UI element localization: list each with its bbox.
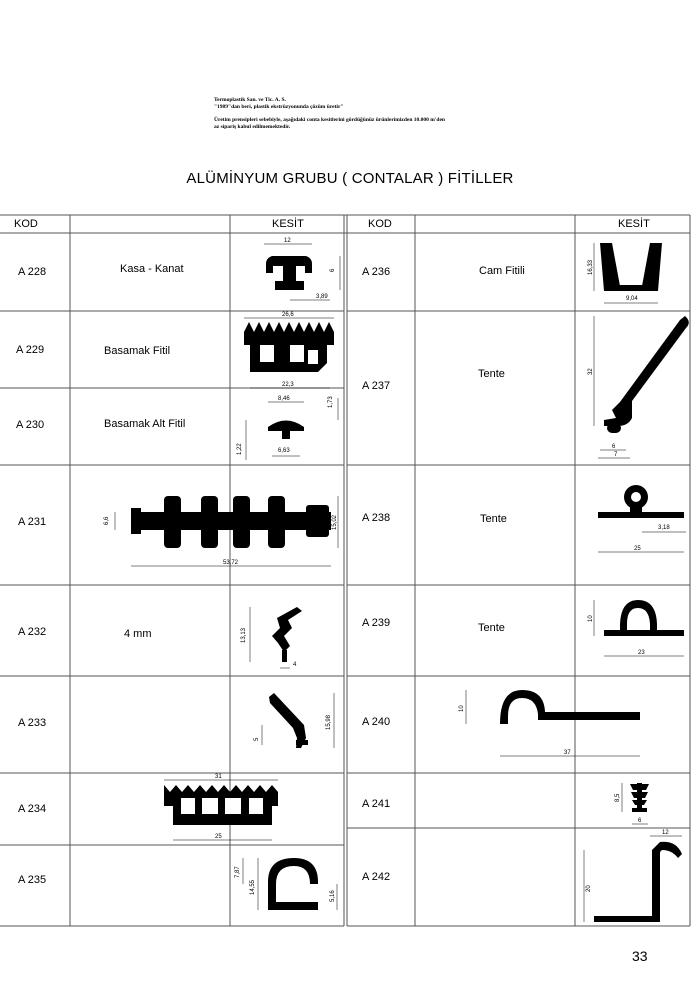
dim-label: 12 — [284, 238, 291, 244]
name-a236: Cam Fitili — [479, 265, 525, 277]
profile-a229 — [244, 322, 334, 372]
page-number: 33 — [632, 948, 648, 964]
code-a240: A 240 — [362, 716, 391, 728]
profile-a240 — [500, 690, 640, 724]
dim-label: 6,63 — [278, 448, 290, 454]
name-a229: Basamak Fitil — [104, 345, 171, 357]
company-name: Termoplastik San. ve Tic. A. S. — [214, 97, 286, 103]
dim-label: 7,87 — [235, 866, 241, 878]
dim-label: 3,18 — [658, 525, 670, 531]
profile-a236 — [600, 243, 662, 291]
kod-header: KOD — [14, 218, 38, 230]
code-a239: A 239 — [362, 617, 391, 629]
dim-label: 26,6 — [282, 312, 294, 318]
profile-a242 — [594, 842, 682, 922]
dim-label: 10 — [588, 615, 594, 622]
dim-label: 25 — [215, 834, 222, 840]
dim-label: 10 — [459, 705, 465, 712]
dim-label: 8,5 — [615, 793, 621, 802]
profile-a238 — [598, 485, 684, 518]
code-a234: A 234 — [18, 803, 47, 815]
name-a230: Basamak Alt Fitil — [104, 418, 186, 430]
profile-a228 — [266, 256, 312, 290]
dim-label: 4 — [293, 662, 297, 668]
dim-label: 13,13 — [241, 627, 247, 643]
page-title: ALÜMİNYUM GRUBU ( CONTALAR ) FİTİLLER — [186, 170, 514, 187]
code-a231: A 231 — [18, 516, 47, 528]
dim-label: 20 — [586, 885, 592, 892]
kod-header-right: KOD — [368, 218, 392, 230]
profile-a239 — [604, 600, 684, 636]
kesit-header: KESİT — [272, 218, 304, 230]
order-notice: Üretim prensipleri sebebiyle, aşağıdaki conta kesitlerini gördüğünüz ürünlerimizden 10.000 m'den — [214, 117, 445, 123]
dim-label: 1,73 — [328, 396, 334, 408]
profile-a241 — [630, 783, 649, 812]
profile-a230 — [268, 421, 304, 440]
name-a237: Tente — [478, 368, 505, 380]
dim-label: 32 — [588, 368, 594, 375]
dim-label: 3,89 — [316, 294, 328, 300]
code-a242: A 242 — [362, 871, 391, 883]
code-a241: A 241 — [362, 798, 391, 810]
dim-label: 6,6 — [104, 516, 110, 525]
dim-label: 25 — [634, 546, 641, 552]
dim-label: 6 — [330, 268, 336, 272]
dim-label: 14,55 — [250, 879, 256, 895]
dim-label: 37 — [564, 750, 571, 756]
dim-label: 16,33 — [588, 259, 594, 275]
code-a237: A 237 — [362, 380, 391, 392]
dim-label: 23 — [638, 650, 645, 656]
name-a239: Tente — [478, 622, 505, 634]
dim-label: 5 — [254, 737, 260, 741]
dim-label: 1,22 — [237, 443, 243, 455]
dim-label: 8,46 — [278, 396, 290, 402]
name-a238: Tente — [480, 513, 507, 525]
company-slogan: "1989"dan beri, plastik ekstrüzyonunda çözüm üretir" — [214, 104, 344, 110]
profile-a237 — [604, 316, 689, 433]
profile-a231 — [131, 496, 331, 548]
code-a236: A 236 — [362, 266, 391, 278]
code-a228: A 228 — [18, 266, 47, 278]
code-a233: A 233 — [18, 717, 47, 729]
dim-label: 53,72 — [223, 560, 239, 566]
dim-label: 6 — [638, 818, 642, 824]
name-a228: Kasa - Kanat — [120, 263, 184, 275]
profile-a232 — [272, 607, 302, 662]
dim-label: 5,16 — [330, 890, 336, 902]
profile-a233 — [269, 693, 308, 748]
dim-label: 9,04 — [626, 296, 638, 302]
dim-label: 22,3 — [282, 382, 294, 388]
dim-label: 7 — [614, 452, 618, 458]
dim-label: 15,98 — [326, 714, 332, 730]
dim-label: 6 — [612, 444, 616, 450]
dim-label: 15,02 — [332, 514, 338, 530]
code-a232: A 232 — [18, 626, 47, 638]
code-a238: A 238 — [362, 512, 391, 524]
order-notice-2: az sipariş kabul edilmemektedir. — [214, 124, 291, 130]
profile-a234 — [164, 785, 278, 825]
code-a230: A 230 — [16, 419, 45, 431]
kesit-header-right: KESİT — [618, 218, 650, 230]
code-a229: A 229 — [16, 344, 45, 356]
code-a235: A 235 — [18, 874, 47, 886]
dim-label: 31 — [215, 774, 222, 780]
table-grid — [0, 215, 690, 926]
profile-a235 — [268, 858, 318, 910]
name-a232: 4 mm — [124, 628, 152, 640]
dim-label: 12 — [662, 830, 669, 836]
